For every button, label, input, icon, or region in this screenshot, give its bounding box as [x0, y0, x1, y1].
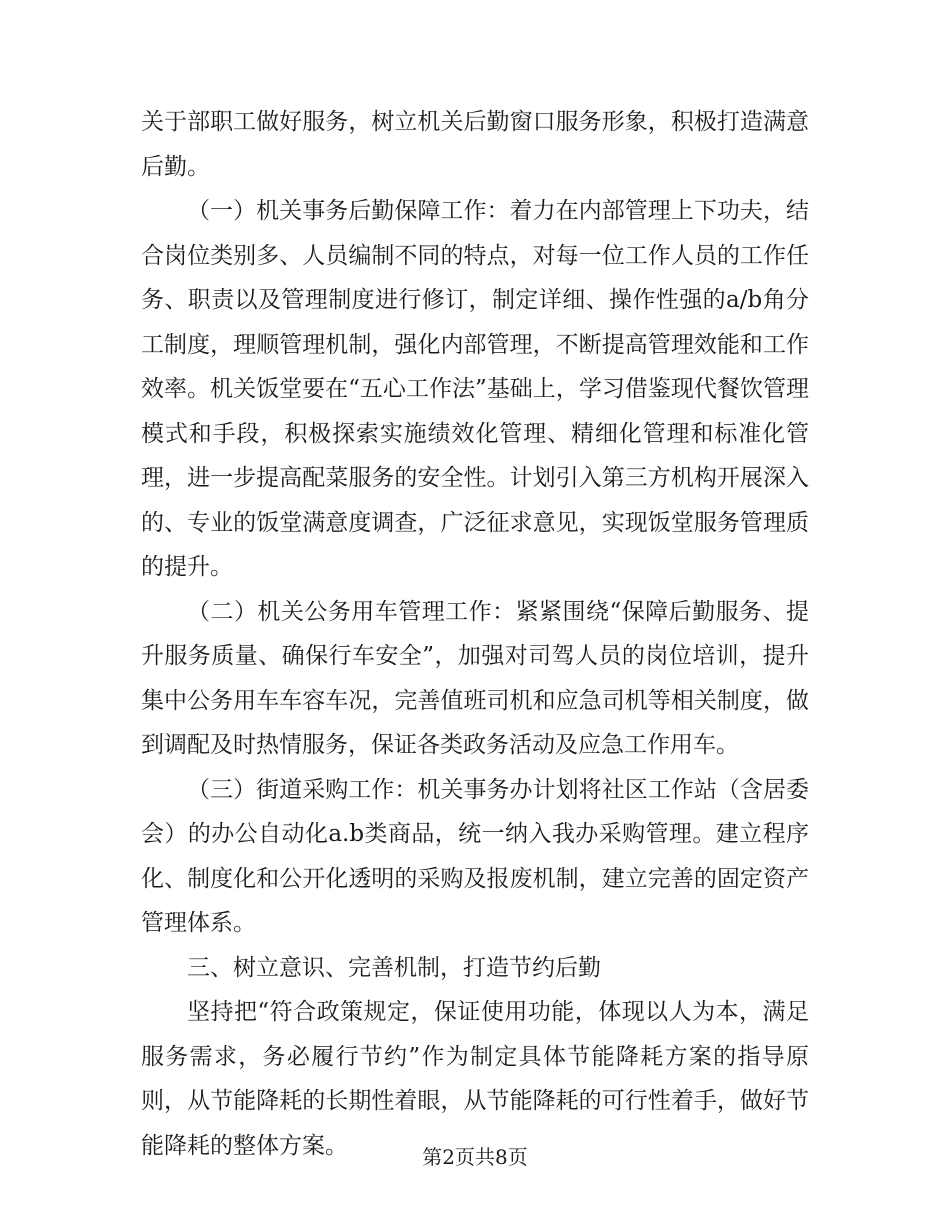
- paragraph-intro: 关于部职工做好服务，树立机关后勤窗口服务形象，积极打造满意后勤。: [141, 109, 809, 180]
- paragraph-conservation: 坚持把“符合政策规定，保证使用功能，体现以人为本，满足服务需求，务必履行节约”作为制定具体节能降耗方案的指导原则，从节能降耗的长期性着眼，从节能降耗的可行性着手，做好节能降耗的整体方案。: [141, 999, 809, 1159]
- page-number-footer: 第2页共8页: [422, 1145, 528, 1169]
- paragraph-section-1: （一）机关事务后勤保障工作：着力在内部管理上下功夫，结合岗位类别多、人员编制不同的特点，对每一位工作人员的工作任务、职责以及管理制度进行修订，制定详细、操作性强的a/b角分工制度，理顺管理机制，强化内部管理，不断提高管理效能和工作效率。机关饭堂要在“五心工作法”基础上，学习借鉴现代餐饮管理模式和手段，积极探索实施绩效化管理、精细化管理和标准化管理，进一步提高配菜服务的安全性。计划引入第三方机构开展深入的、专业的饭堂满意度调查，广泛征求意见，实现饭堂服务管理质的提升。: [141, 198, 809, 580]
- paragraph-section-2: （二）机关公务用车管理工作：紧紧围绕“保障后勤服务、提升服务质量、确保行车安全”，加强对司驾人员的岗位培训，提升集中公务用车车容车况，完善值班司机和应急司机等相关制度，做到调配及时热情服务，保证各类政务活动及应急工作用车。: [141, 598, 809, 758]
- section-heading: 三、树立意识、完善机制，打造节约后勤: [187, 954, 601, 981]
- document-body: [141, 100, 809, 1168]
- paragraph-section-3: （三）街道采购工作：机关事务办计划将社区工作站（含居委会）的办公自动化a.b类商品，统一纳入我办采购管理。建立程序化、制度化和公开化透明的采购及报废机制，建立完善的固定资产管理体系。: [141, 776, 809, 936]
